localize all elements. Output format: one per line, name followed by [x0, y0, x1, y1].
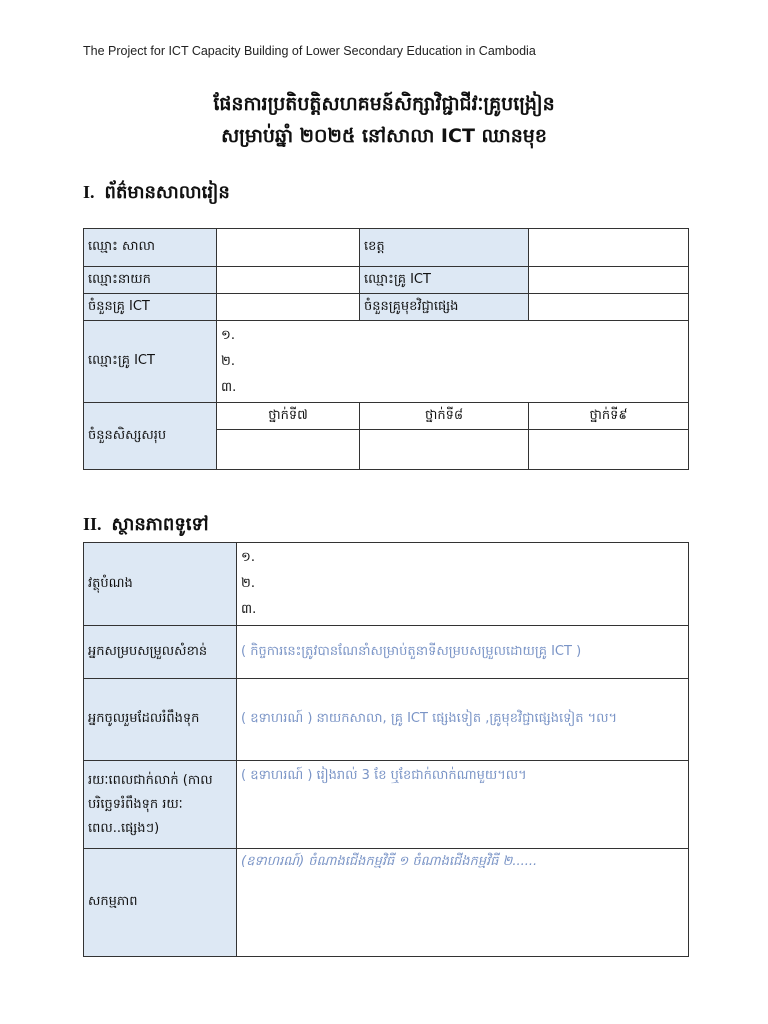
activities-label: សកម្មភាព [84, 849, 237, 957]
running-header: The Project for ICT Capacity Building of Lower Secondary Education in Cambodia [83, 44, 536, 58]
grade-9-count-field[interactable] [529, 430, 689, 470]
list-item: ៣. [221, 379, 237, 395]
grade-9-header: ថ្នាក់ទី៩ [529, 403, 689, 430]
list-item: ១. [221, 327, 235, 343]
province-field[interactable] [529, 229, 689, 267]
section-2-heading [83, 512, 209, 539]
table-row [84, 679, 689, 761]
table-row [84, 229, 689, 267]
participants-field[interactable] [237, 679, 689, 761]
ict-teacher-name-label: ឈ្មោះគ្រូ ICT [360, 267, 529, 294]
school-name-label: ឈ្មោះ សាលា [84, 229, 217, 267]
facilitator-field[interactable] [237, 626, 689, 679]
section-2-title: ស្ថានភាពទូទៅ [111, 514, 209, 535]
table-row [84, 761, 689, 849]
activities-field[interactable] [237, 849, 689, 957]
grade-7-header: ថ្នាក់ទី៧ [217, 403, 360, 430]
activities-hint: (ឧទាហរណ៍) ចំណាងជើងកម្មវិធី ១ ចំណាងជើងកម្មវិធី ២...... [241, 854, 538, 869]
ict-teacher-count-label: ចំនួនគ្រូ ICT [84, 294, 217, 321]
section-1-heading [83, 180, 230, 207]
school-info-table [83, 228, 689, 470]
table-row [84, 543, 689, 626]
duration-hint: ( ឧទាហរណ៍ ) រៀងរាល់ 3 ខែ ឬខែជាក់លាក់ណាមួយ។ល។ [241, 768, 527, 783]
ict-teacher-name-field[interactable] [529, 267, 689, 294]
general-status-table [83, 542, 689, 957]
table-row [84, 321, 689, 403]
grade-7-count-field[interactable] [217, 430, 360, 470]
list-item: ១. [241, 550, 255, 565]
participants-label: អ្នកចូលរួមដែលរំពឹងទុក [84, 679, 237, 761]
ict-names-label: ឈ្មោះគ្រូ ICT [84, 321, 217, 403]
students-label: ចំនួនសិស្សសរុប [84, 403, 217, 470]
director-label: ឈ្មោះនាយក [84, 267, 217, 294]
list-item: ២. [241, 576, 255, 591]
table-row [84, 849, 689, 957]
ict-names-field[interactable] [217, 321, 689, 403]
school-name-field[interactable] [217, 229, 360, 267]
facilitator-hint: ( កិច្ចការនេះត្រូវបានណែនាំសម្រាប់តួនាទីសម្របសម្រួលដោយគ្រូ ICT ) [241, 643, 582, 659]
table-row [84, 626, 689, 679]
other-teacher-count-label: ចំនួនគ្រូមុខវិជ្ជាផ្សេង [360, 294, 529, 321]
grade-8-count-field[interactable] [360, 430, 529, 470]
participants-hint: ( ឧទាហរណ៍ ) នាយកសាលា, គ្រូ ICT ផ្សេងទៀត ,គ្រូមុខវិជ្ជាផ្សេងទៀត ។ល។ [241, 711, 618, 726]
duration-label: រយៈពេលជាក់លាក់ (កាលបរិច្ឆេទរំពឹងទុក រយៈពេល..ផ្សេងៗ) [84, 761, 237, 849]
facilitator-label: អ្នកសម្របសម្រួលសំខាន់ [84, 626, 237, 679]
section-2-number: II. [83, 514, 102, 534]
director-field[interactable] [217, 267, 360, 294]
table-row [84, 294, 689, 321]
ict-teacher-count-field[interactable] [217, 294, 360, 321]
goal-label: វត្ថុបំណង [84, 543, 237, 626]
table-row [84, 267, 689, 294]
section-1-title: ព័ត៌មានសាលារៀន [104, 182, 230, 203]
table-row [84, 403, 689, 430]
list-item: ៣. [241, 602, 257, 617]
section-1-number: I. [83, 182, 95, 202]
duration-field[interactable] [237, 761, 689, 849]
other-teacher-count-field[interactable] [529, 294, 689, 321]
grade-8-header: ថ្នាក់ទី៨ [360, 403, 529, 430]
goal-field[interactable] [237, 543, 689, 626]
list-item: ២. [221, 353, 235, 369]
province-label: ខេត្ត [360, 229, 529, 267]
document-title-line-2: សម្រាប់ឆ្នាំ ២០២៥ នៅសាលា ICT ឈានមុខ [221, 125, 547, 147]
document-title-line-1: ផែនការប្រតិបត្តិសហគមន៍សិក្សាវិជ្ជាជីវៈគ្រូបង្រៀន [213, 93, 555, 115]
